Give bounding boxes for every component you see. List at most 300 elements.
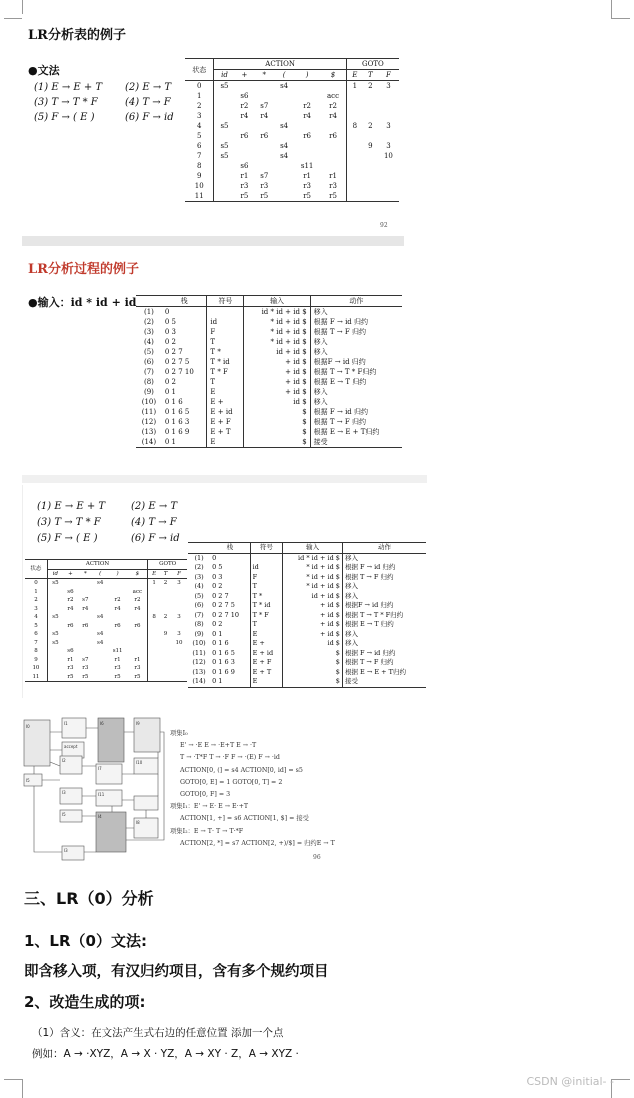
table-cell bbox=[128, 639, 148, 648]
table-cell bbox=[160, 622, 171, 631]
table-cell bbox=[235, 141, 255, 151]
crop-mark-top-left bbox=[4, 0, 23, 19]
table-row bbox=[185, 131, 399, 141]
table-cell: * bbox=[262, 71, 267, 79]
table-cell: s6 bbox=[67, 648, 74, 654]
table-cell: 移入 bbox=[310, 347, 402, 357]
table-row bbox=[25, 622, 187, 631]
table-cell: 0 1 bbox=[164, 388, 177, 396]
table-cell: r5 bbox=[67, 673, 74, 680]
table-cell bbox=[346, 161, 362, 171]
svg-text:I3: I3 bbox=[62, 790, 66, 795]
table-cell: $ bbox=[330, 71, 336, 79]
table-cell: (2) bbox=[143, 318, 154, 326]
table-cell bbox=[378, 171, 399, 181]
table-cell bbox=[235, 81, 255, 92]
table-cell: T * bbox=[250, 592, 283, 602]
table-cell: 11 bbox=[32, 673, 40, 680]
table-cell bbox=[274, 161, 294, 171]
table-cell bbox=[363, 171, 378, 181]
slide-combined bbox=[22, 485, 428, 698]
table-cell: r5 bbox=[114, 673, 121, 680]
table-cell: E + id bbox=[207, 407, 244, 417]
table-cell: s5 bbox=[214, 151, 235, 161]
table-cell: T bbox=[207, 377, 244, 387]
table-cell bbox=[363, 111, 378, 121]
table-cell: r6 bbox=[240, 132, 249, 140]
text-line: 项集I₂：E → T· T → T·*F bbox=[170, 827, 244, 835]
table-cell: 7 bbox=[34, 639, 38, 646]
table-cell: E + id bbox=[250, 649, 283, 659]
table-cell bbox=[363, 151, 378, 161]
table-row bbox=[188, 563, 426, 573]
slide1-title: LR分析表的例子 bbox=[28, 28, 126, 43]
table-cell bbox=[378, 161, 399, 171]
table-cell: $ bbox=[244, 417, 310, 427]
table-cell bbox=[274, 191, 294, 202]
table-cell: id $ bbox=[283, 639, 343, 649]
table-cell bbox=[254, 81, 274, 92]
table-cell bbox=[363, 161, 378, 171]
table-cell bbox=[47, 596, 63, 605]
table-cell bbox=[160, 605, 171, 614]
table-cell bbox=[128, 579, 148, 588]
table-cell: ( bbox=[282, 71, 286, 79]
table-cell: 8 bbox=[197, 162, 202, 170]
table-cell bbox=[63, 639, 78, 648]
table-cell: r3 bbox=[260, 182, 269, 190]
table-row bbox=[136, 337, 402, 347]
svg-text:I5: I5 bbox=[26, 778, 30, 783]
table-cell: r3 bbox=[303, 182, 312, 190]
table-cell bbox=[378, 111, 399, 121]
table-cell: s11 bbox=[300, 162, 314, 170]
table-row bbox=[25, 647, 187, 656]
divider-bar bbox=[22, 236, 404, 246]
table-cell: 移入 bbox=[342, 639, 426, 649]
table-cell: 移入 bbox=[310, 307, 402, 318]
table-cell: * id + id $ bbox=[283, 563, 343, 573]
table-cell: 根据 T → F 归约 bbox=[342, 573, 426, 583]
table-cell: T bbox=[163, 570, 168, 577]
lr0-automaton-diagram bbox=[22, 712, 167, 864]
table-row bbox=[25, 639, 187, 648]
table-cell bbox=[93, 647, 108, 656]
table-cell: 移入 bbox=[310, 337, 402, 347]
table-cell: (9) bbox=[194, 629, 204, 638]
table-cell: (13) bbox=[141, 428, 157, 436]
table-cell: 0 2 7 5 bbox=[212, 601, 235, 609]
table-row bbox=[188, 601, 426, 611]
table-row bbox=[188, 668, 426, 678]
table-cell bbox=[294, 81, 320, 92]
table-cell: s5 bbox=[214, 121, 235, 131]
table-cell: F bbox=[177, 570, 181, 577]
table-cell: 0 bbox=[197, 82, 202, 90]
table-cell: 3 bbox=[177, 580, 181, 586]
table-cell bbox=[148, 647, 160, 656]
table-cell: (9) bbox=[143, 388, 154, 396]
table-cell: F bbox=[207, 327, 244, 337]
table-cell: r3 bbox=[134, 665, 141, 671]
table-cell bbox=[214, 161, 235, 171]
table-cell: (11) bbox=[192, 648, 206, 657]
table-cell bbox=[346, 181, 362, 191]
table-cell bbox=[148, 639, 160, 648]
table-cell bbox=[171, 622, 187, 631]
table-cell bbox=[160, 647, 171, 656]
subheading-1: 1、LR（0）文法: bbox=[24, 932, 147, 950]
table-cell: * id + id $ bbox=[283, 573, 343, 583]
grammar-rule: (2) E → T bbox=[125, 82, 172, 93]
table-cell: s5 bbox=[47, 613, 63, 622]
table-cell: 6 bbox=[197, 142, 202, 150]
table-cell: 1 bbox=[148, 579, 160, 588]
table-cell bbox=[171, 605, 187, 614]
table-row bbox=[185, 101, 399, 111]
table-cell: $ bbox=[244, 427, 310, 437]
table-row bbox=[185, 111, 399, 121]
svg-text:I1: I1 bbox=[64, 721, 68, 726]
table-cell: s4 bbox=[280, 152, 289, 160]
table-cell: 2 bbox=[368, 122, 373, 130]
svg-text:I9: I9 bbox=[136, 721, 140, 726]
table-cell: $ bbox=[283, 677, 343, 687]
table-cell: r4 bbox=[114, 605, 121, 612]
table-row bbox=[136, 347, 402, 357]
table-cell: (5) bbox=[194, 591, 204, 600]
table-cell bbox=[78, 639, 93, 648]
lr-parse-table-small bbox=[25, 559, 187, 682]
table-cell: 10 bbox=[32, 665, 40, 671]
table-cell bbox=[148, 596, 160, 605]
subheading-2: 2、改造生成的项: bbox=[24, 993, 146, 1011]
table-cell: + id $ bbox=[244, 387, 310, 397]
table-row bbox=[188, 677, 426, 687]
table-cell bbox=[108, 588, 128, 597]
grammar-rule: (5) F → ( E ) bbox=[34, 112, 95, 123]
table-cell: 0 1 6 bbox=[212, 639, 229, 647]
table-cell: 根据 T → T * F归约 bbox=[310, 367, 402, 377]
table-row bbox=[25, 673, 187, 682]
table-cell: (14) bbox=[141, 438, 157, 446]
table-cell: * id + id $ bbox=[244, 317, 310, 327]
table-cell: r4 bbox=[329, 112, 337, 120]
table-row bbox=[188, 553, 426, 563]
table-cell bbox=[214, 191, 235, 202]
table-cell: r3 bbox=[67, 665, 74, 671]
table-cell bbox=[47, 622, 63, 631]
table-cell bbox=[378, 91, 399, 101]
table-cell: 0 2 bbox=[164, 338, 177, 346]
table-cell: r2 bbox=[114, 597, 121, 603]
table-cell: s6 bbox=[240, 162, 249, 170]
grammar-col-2 bbox=[131, 499, 207, 547]
table-cell: E + F bbox=[250, 658, 283, 668]
table-cell: s4 bbox=[280, 142, 289, 150]
table-row bbox=[185, 151, 399, 161]
svg-text:I11: I11 bbox=[98, 792, 105, 797]
table-cell: + id $ bbox=[244, 377, 310, 387]
table-cell: 0 1 bbox=[212, 629, 223, 638]
table-cell bbox=[294, 151, 320, 161]
slide-lr0-automaton bbox=[22, 712, 362, 864]
table-cell bbox=[378, 181, 399, 191]
table-cell: 9 bbox=[163, 631, 168, 637]
table-cell: 3 bbox=[34, 605, 38, 612]
table-cell: r1 bbox=[67, 656, 74, 663]
table-cell: id + id $ bbox=[244, 347, 310, 357]
page-number: 96 bbox=[313, 854, 321, 861]
table-cell: 8 bbox=[34, 648, 38, 654]
table-cell: 0 3 bbox=[164, 328, 177, 336]
table-cell: (12) bbox=[192, 658, 206, 666]
table-cell: + id $ bbox=[283, 611, 343, 621]
slide-lr-table bbox=[22, 14, 404, 236]
table-cell: r4 bbox=[260, 112, 269, 120]
svg-text:I6: I6 bbox=[100, 721, 104, 726]
table-cell bbox=[128, 630, 148, 639]
watermark: CSDN @initial- - bbox=[526, 1075, 614, 1088]
slide2-title: LR分析过程的例子 bbox=[28, 262, 139, 277]
table-row bbox=[25, 613, 187, 622]
table-cell bbox=[63, 579, 78, 588]
table-cell: 根据 T → T * F归约 bbox=[342, 611, 426, 621]
table-cell: 2 bbox=[163, 614, 168, 620]
table-cell: + id $ bbox=[283, 630, 343, 640]
table-cell: E + T bbox=[207, 427, 244, 437]
table-cell: (7) bbox=[143, 368, 154, 376]
table-row bbox=[136, 317, 402, 327]
table-row bbox=[25, 588, 187, 597]
table-cell: + id $ bbox=[244, 357, 310, 367]
text-line: 项集I₁：E' → E· E → E·+T bbox=[170, 803, 249, 811]
table-cell: + bbox=[241, 71, 248, 79]
table-cell bbox=[93, 605, 108, 614]
table-cell: 4 bbox=[197, 122, 202, 130]
table-cell: E + F bbox=[207, 417, 244, 427]
table-cell bbox=[47, 605, 63, 614]
table-cell: 接受 bbox=[342, 677, 426, 687]
table-cell bbox=[378, 191, 399, 202]
table-cell: T * id bbox=[250, 601, 283, 611]
grammar-rule: (1) E → E + T bbox=[34, 82, 103, 93]
table-cell bbox=[160, 639, 171, 648]
table-cell bbox=[148, 622, 160, 631]
grammar-rule: (3) T → T * F bbox=[37, 517, 101, 528]
table-cell bbox=[214, 101, 235, 111]
table-cell: s4 bbox=[280, 122, 289, 130]
table-cell: 0 2 bbox=[164, 378, 177, 386]
table-cell: r2 bbox=[329, 102, 337, 110]
table-cell: (10) bbox=[192, 639, 206, 647]
table-cell: r6 bbox=[329, 132, 337, 140]
table-cell: T * bbox=[207, 347, 244, 357]
table-cell: (7) bbox=[194, 610, 204, 619]
table-cell bbox=[78, 588, 93, 597]
table-cell bbox=[78, 613, 93, 622]
table-cell bbox=[171, 596, 187, 605]
table-cell: 根据 T → F 归约 bbox=[342, 658, 426, 668]
table-row bbox=[136, 427, 402, 437]
table-cell bbox=[171, 647, 187, 656]
table-cell: (14) bbox=[192, 677, 206, 685]
table-cell bbox=[148, 656, 160, 665]
table-cell bbox=[320, 81, 346, 92]
table-cell: 0 2 bbox=[212, 582, 223, 590]
table-cell: 根据 F → id 归约 bbox=[342, 649, 426, 659]
table-cell: 2 bbox=[197, 102, 202, 110]
table-cell: 0 2 7 bbox=[164, 348, 183, 356]
table-cell: id bbox=[214, 70, 235, 81]
table-cell bbox=[235, 151, 255, 161]
table-cell bbox=[294, 141, 320, 151]
table-cell bbox=[214, 181, 235, 191]
table-cell: T bbox=[207, 337, 244, 347]
table-cell: (3) bbox=[143, 328, 154, 336]
table-cell bbox=[250, 553, 283, 563]
table-cell bbox=[108, 639, 128, 648]
table-cell: s7 bbox=[82, 597, 89, 603]
table-cell: 0 1 bbox=[164, 438, 177, 446]
table-cell bbox=[93, 622, 108, 631]
table-cell: r2 bbox=[134, 597, 141, 603]
table-cell: 0 1 6 5 bbox=[164, 408, 190, 416]
table-cell: r2 bbox=[240, 102, 249, 110]
table-cell: 2 bbox=[34, 597, 38, 603]
table-cell: 移入 bbox=[342, 592, 426, 602]
table-cell: 3 bbox=[386, 82, 391, 90]
table-row bbox=[136, 397, 402, 407]
table-cell bbox=[346, 171, 362, 181]
svg-text:I4: I4 bbox=[98, 814, 102, 819]
table-cell: 0 1 6 5 bbox=[212, 648, 235, 657]
table-row bbox=[136, 417, 402, 427]
table-cell: 5 bbox=[197, 132, 202, 140]
table-cell: 输入 bbox=[283, 543, 343, 554]
table-cell bbox=[188, 543, 210, 554]
table-row bbox=[25, 605, 187, 614]
table-cell bbox=[320, 141, 346, 151]
table-cell: E bbox=[250, 630, 283, 640]
table-cell: 3 bbox=[386, 142, 391, 150]
table-cell: r6 bbox=[67, 622, 74, 629]
table-cell bbox=[148, 605, 160, 614]
table-cell: 4 bbox=[34, 614, 38, 620]
table-cell bbox=[136, 296, 162, 307]
text-line: GOTO[0, F] = 3 bbox=[180, 791, 231, 799]
table-cell: ( bbox=[99, 570, 102, 577]
paragraph-1: 即含移入项，有汉归约项目，含有多个规约项目 bbox=[24, 964, 329, 980]
text-line: 项集I₀ bbox=[170, 730, 188, 737]
table-cell: id bbox=[250, 563, 283, 573]
table-cell: 移入 bbox=[342, 630, 426, 640]
table-cell: 移入 bbox=[310, 397, 402, 407]
table-cell: 0 2 7 10 bbox=[212, 610, 239, 619]
table-cell: $ bbox=[283, 668, 343, 678]
table-cell bbox=[363, 101, 378, 111]
table-cell: r3 bbox=[329, 182, 337, 190]
table-cell: r4 bbox=[134, 605, 141, 612]
table-cell: E bbox=[250, 677, 283, 687]
table-cell: 0 1 6 3 bbox=[212, 658, 235, 666]
text-line: ACTION[0, (] = s4 ACTION[0, id] = s5 bbox=[180, 766, 303, 774]
table-cell: E + bbox=[207, 397, 244, 407]
table-cell: 11 bbox=[194, 192, 204, 200]
table-cell: r3 bbox=[240, 182, 249, 190]
table-cell bbox=[93, 673, 108, 682]
table-cell bbox=[320, 121, 346, 131]
table-cell: E + bbox=[250, 639, 283, 649]
table-cell: (8) bbox=[194, 620, 204, 628]
table-cell: r6 bbox=[114, 622, 121, 629]
table-cell: 动作 bbox=[310, 296, 402, 307]
table-cell: F bbox=[385, 71, 391, 79]
table-cell: 8 bbox=[346, 121, 362, 131]
table-cell: (5) bbox=[143, 348, 154, 356]
table-cell: s5 bbox=[214, 141, 235, 151]
table-cell: 符号 bbox=[207, 296, 244, 307]
table-cell bbox=[93, 596, 108, 605]
table-cell: 2 bbox=[163, 580, 168, 586]
table-cell: s4 bbox=[280, 82, 289, 90]
table-cell: 符号 bbox=[250, 543, 283, 554]
table-cell bbox=[171, 664, 187, 673]
table-cell: r1 bbox=[329, 172, 337, 180]
table-cell: 根据 F → id 归约 bbox=[342, 563, 426, 573]
goto-header: GOTO bbox=[346, 59, 399, 70]
table-cell bbox=[346, 141, 362, 151]
svg-text:I10: I10 bbox=[136, 760, 143, 765]
table-cell: 5 bbox=[34, 622, 38, 629]
table-cell: s6 bbox=[67, 588, 74, 595]
table-cell: s11 bbox=[112, 648, 123, 654]
table-cell: (6) bbox=[194, 601, 204, 609]
table-cell: 接受 bbox=[310, 437, 402, 448]
table-cell bbox=[47, 588, 63, 597]
table-cell: 0 1 6 3 bbox=[164, 418, 190, 426]
table-cell: ) bbox=[305, 71, 309, 79]
table-cell bbox=[214, 171, 235, 181]
table-cell: s5 bbox=[47, 579, 63, 588]
table-cell bbox=[214, 131, 235, 141]
table-cell: + bbox=[68, 570, 73, 577]
table-cell bbox=[346, 91, 362, 101]
table-cell: * bbox=[83, 570, 87, 577]
svg-text:I8: I8 bbox=[136, 820, 140, 825]
lr-parse-table bbox=[185, 58, 399, 202]
section-heading: 三、LR（0）分析 bbox=[24, 889, 154, 908]
table-cell: 0 1 6 9 bbox=[164, 428, 190, 436]
table-cell bbox=[346, 101, 362, 111]
table-cell: 0 1 6 bbox=[164, 398, 183, 406]
svg-text:accept: accept bbox=[64, 744, 78, 749]
table-cell: 动作 bbox=[342, 543, 426, 554]
grammar-rule: (6) F → id bbox=[131, 533, 180, 544]
table-cell bbox=[254, 161, 274, 171]
lr-process-table-small bbox=[188, 542, 426, 688]
table-row bbox=[136, 377, 402, 387]
table-cell: * id + id $ bbox=[244, 327, 310, 337]
table-row bbox=[136, 407, 402, 417]
svg-text:I5: I5 bbox=[62, 812, 66, 817]
table-cell bbox=[78, 579, 93, 588]
table-cell: s4 bbox=[97, 639, 104, 646]
table-cell bbox=[378, 131, 399, 141]
table-cell: r4 bbox=[82, 605, 89, 612]
table-cell: 9 bbox=[34, 656, 38, 663]
table-row bbox=[188, 620, 426, 630]
